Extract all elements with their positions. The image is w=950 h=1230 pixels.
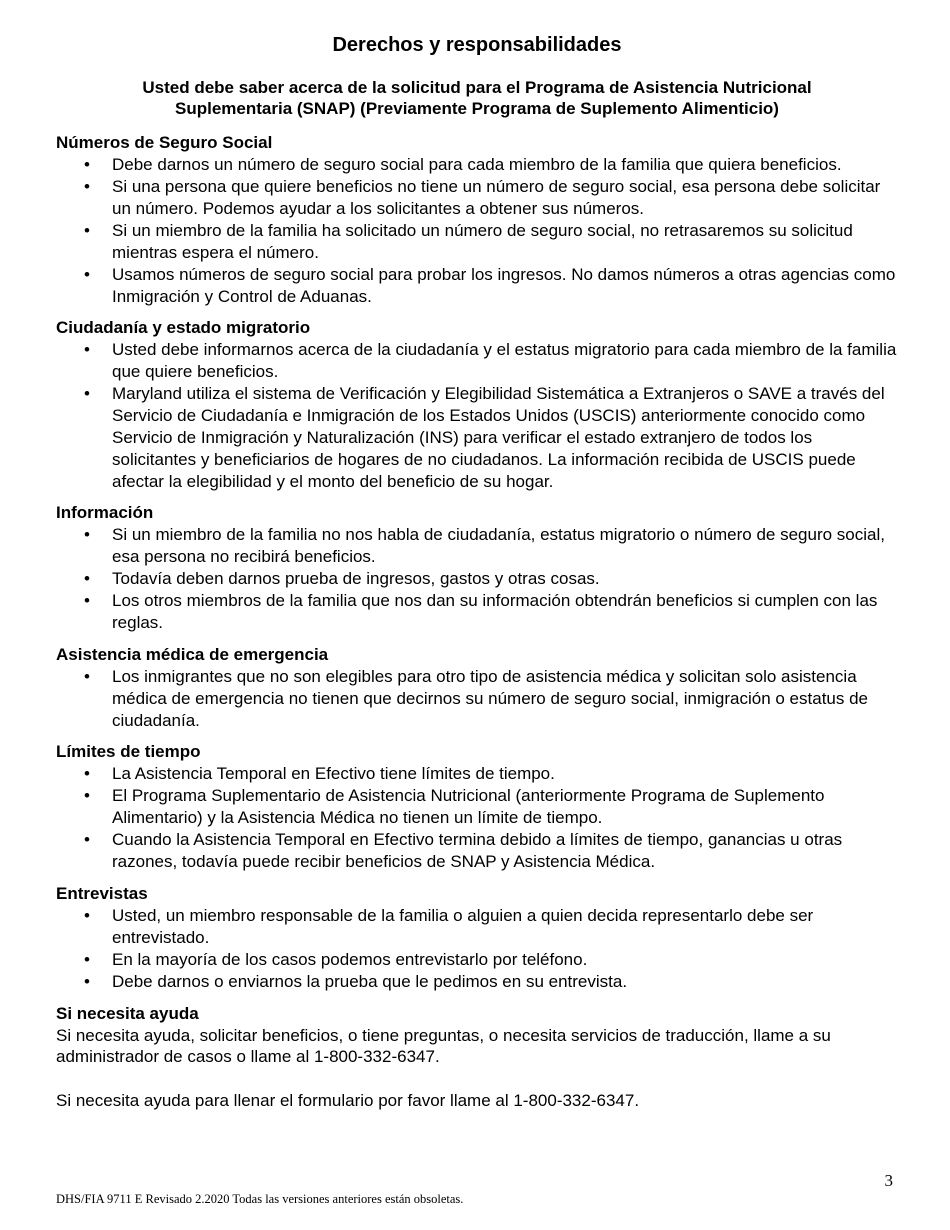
subtitle-line-2: Suplementaria (SNAP) (Previamente Programa de Suplemento Alimenticio) <box>175 99 779 118</box>
help-paragraph-2: Si necesita ayuda para llenar el formulario por favor llame al 1-800-332-6347. <box>56 1091 640 1111</box>
bullet-icon: • <box>84 177 90 197</box>
sections-container <box>56 132 898 993</box>
list-item <box>56 264 898 308</box>
page-number: 3 <box>884 1171 893 1190</box>
list-item <box>56 971 898 993</box>
bullet-icon: • <box>84 384 90 404</box>
bullet-icon: • <box>84 264 90 284</box>
bullet-icon: • <box>84 569 90 589</box>
bullet-icon: • <box>84 764 90 784</box>
document-page <box>56 32 898 1122</box>
list-item <box>56 339 898 383</box>
section-1 <box>56 317 898 492</box>
list-item <box>56 763 898 785</box>
bullet-icon: • <box>84 525 90 545</box>
bullet-icon: • <box>84 155 90 174</box>
section-heading: Ciudadanía y estado migratorio <box>56 318 311 338</box>
list-item <box>56 785 898 829</box>
section-heading: Información <box>56 503 154 523</box>
bullet-icon: • <box>84 971 90 991</box>
list-item-text: Si un miembro de la familia ha solicitado un número de seguro social, no retrasaremos su solicitud mientras espera el número. <box>112 220 853 262</box>
list-item <box>56 666 898 731</box>
list-item <box>56 383 898 492</box>
bullet-list <box>56 339 898 492</box>
form-footer: DHS/FIA 9711 E Revisado 2.2020 Todas las versiones anteriores están obsoletas. <box>56 1192 464 1206</box>
bullet-icon: • <box>84 666 90 686</box>
list-item-text: Maryland utiliza el sistema de Verificación y Elegibilidad Sistemática a Extranjeros o SAVE a través del Servicio de Ciudadanía e Inmigración de los Estados Unidos (USCIS) anteriormente conocido como Servicio de Inmigración y Naturalización (INS) para verificar el estado extranjero de todos los solicitantes y beneficiarios de hogares de no ciudadanos. La información recibida de USCIS puede afectar la elegibilidad y el monto del beneficio de su hogar. <box>112 384 885 491</box>
list-item <box>56 905 898 949</box>
bullet-icon: • <box>84 905 90 925</box>
section-heading: Números de Seguro Social <box>56 133 273 152</box>
bullet-icon: • <box>84 220 90 240</box>
list-item-text: Cuando la Asistencia Temporal en Efectivo termina debido a límites de tiempo, ganancias u otras razones, todavía puede recibir beneficios de SNAP y Asistencia Médica. <box>112 830 843 872</box>
section-0 <box>56 132 898 307</box>
help-heading: Si necesita ayuda <box>56 1003 199 1023</box>
subtitle-line-1: Usted debe saber acerca de la solicitud para el Programa de Asistencia Nutricional <box>142 78 812 97</box>
section-4 <box>56 741 898 873</box>
list-item <box>56 176 898 220</box>
list-item-text: Debe darnos un número de seguro social para cada miembro de la familia que quiera beneficios. <box>112 155 842 174</box>
section-2 <box>56 502 898 634</box>
bullet-icon: • <box>84 340 90 360</box>
section-heading: Límites de tiempo <box>56 742 201 762</box>
section-heading: Asistencia médica de emergencia <box>56 644 329 664</box>
list-item-text: Los otros miembros de la familia que nos dan su información obtendrán beneficios si cumplen con las reglas. <box>112 591 878 633</box>
list-item-text: Si una persona que quiere beneficios no tiene un número de seguro social, esa persona debe solicitar un número. Podemos ayudar a los solicitantes a obtener sus números. <box>112 177 881 218</box>
page-subtitle <box>56 77 898 119</box>
help-section <box>56 1003 898 1112</box>
bullet-icon: • <box>84 949 90 969</box>
bullet-list <box>56 666 898 731</box>
bullet-list <box>56 154 898 307</box>
bullet-list <box>56 763 898 873</box>
list-item <box>56 524 898 568</box>
bullet-icon: • <box>84 591 90 611</box>
bullet-list <box>56 905 898 993</box>
bullet-list <box>56 524 898 634</box>
section-heading: Entrevistas <box>56 883 148 903</box>
list-item-text: Si un miembro de la familia no nos habla de ciudadanía, estatus migratorio o número de seguro social, esa persona no recibirá beneficios. <box>112 525 885 567</box>
list-item <box>56 949 898 971</box>
list-item <box>56 590 898 634</box>
list-item-text: Debe darnos o enviarnos la prueba que le pedimos en su entrevista. <box>112 971 628 991</box>
list-item <box>56 220 898 264</box>
list-item-text: Todavía deben darnos prueba de ingresos, gastos y otras cosas. <box>112 569 600 589</box>
list-item-text: Usted debe informarnos acerca de la ciudadanía y el estatus migratorio para cada miembro de la familia que quiere beneficios. <box>112 340 897 382</box>
page-title: Derechos y responsabilidades <box>332 34 622 56</box>
help-paragraph-1: Si necesita ayuda, solicitar beneficios, o tiene preguntas, o necesita servicios de traducción, llame a su administrador de casos o llame al 1-800-332-6347. <box>56 1025 831 1067</box>
list-item-text: El Programa Suplementario de Asistencia Nutricional (anteriormente Programa de Suplemento Alimentario) y la Asistencia Médica no tienen un límite de tiempo. <box>112 786 825 828</box>
list-item <box>56 568 898 590</box>
list-item <box>56 829 898 873</box>
bullet-icon: • <box>84 830 90 850</box>
list-item-text: En la mayoría de los casos podemos entrevistarlo por teléfono. <box>112 949 588 969</box>
section-3 <box>56 644 898 731</box>
list-item-text: La Asistencia Temporal en Efectivo tiene límites de tiempo. <box>112 764 555 784</box>
list-item-text: Usamos números de seguro social para probar los ingresos. No damos números a otras agencias como Inmigración y Control de Aduanas. <box>112 264 896 306</box>
list-item <box>56 154 898 176</box>
section-5 <box>56 883 898 993</box>
bullet-icon: • <box>84 786 90 806</box>
list-item-text: Los inmigrantes que no son elegibles para otro tipo de asistencia médica y solicitan solo asistencia médica de emergencia no tienen que decirnos su número de seguro social, inmigración o estatus de ciudadanía. <box>112 666 869 730</box>
list-item-text: Usted, un miembro responsable de la familia o alguien a quien decida representarlo debe ser entrevistado. <box>112 905 814 947</box>
